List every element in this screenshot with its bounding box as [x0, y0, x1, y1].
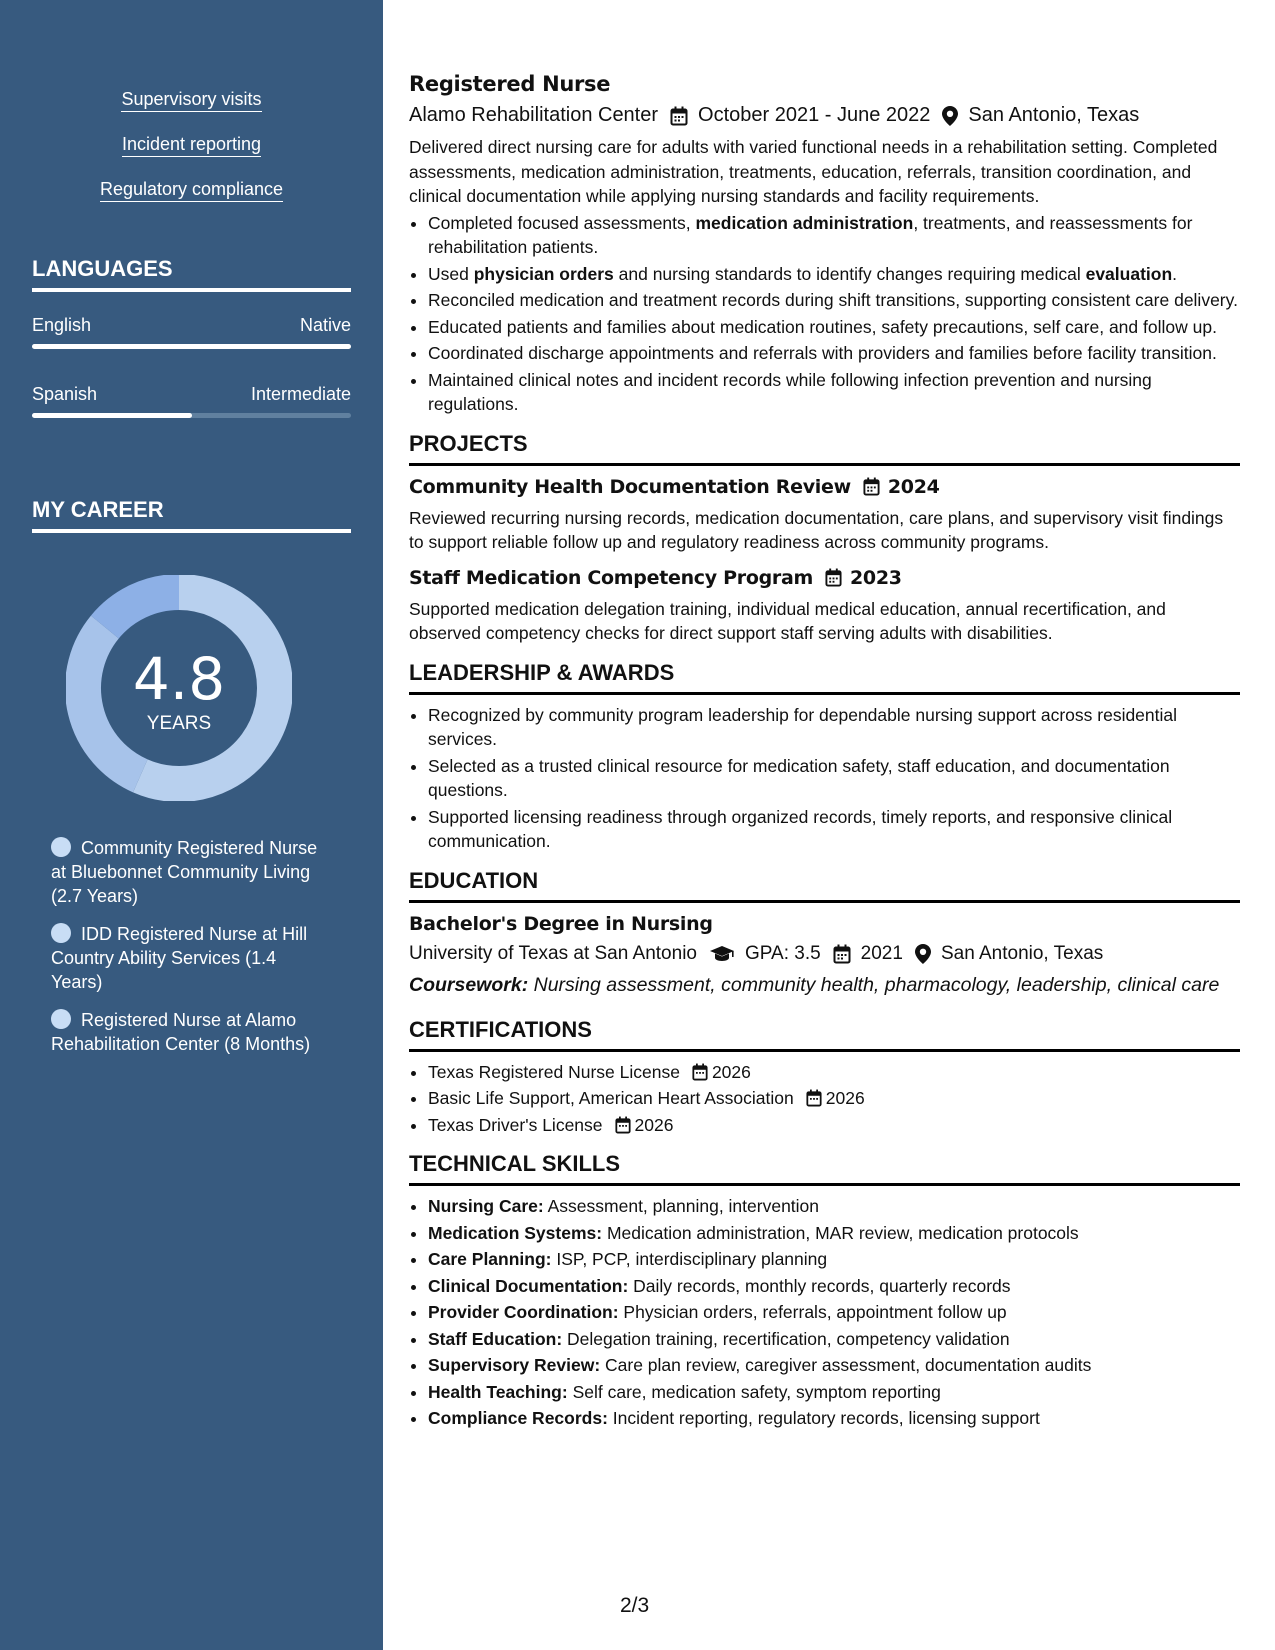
language-bar-fill: [32, 413, 192, 418]
technical-skills-list: [409, 1194, 1240, 1431]
list-item: • Nursing Care: Assessment, planning, intervention: [428, 1194, 1240, 1219]
calendar-icon: [806, 1089, 822, 1107]
list-item: • Coordinated discharge appointments and referrals with providers and families before facility transition.: [428, 341, 1240, 366]
job-title: Registered Nurse: [409, 72, 611, 96]
career-legend-item: Community Registered Nurse at Bluebonnet Community Living (2.7 Years): [51, 838, 318, 906]
list-item: • Completed focused assessments, medication administration, treatments, and reassessments for rehabilitation patients.: [428, 211, 1240, 260]
career-title: MY CAREER: [32, 497, 351, 533]
job-bullets: [409, 211, 1240, 417]
school-name: University of Texas at San Antonio: [409, 942, 697, 964]
list-item: • Clinical Documentation: Daily records, monthly records, quarterly records: [428, 1274, 1240, 1299]
project-name: Staff Medication Competency Program: [409, 566, 813, 589]
language-bar-fill: [32, 344, 351, 349]
gpa: GPA: 3.5: [744, 942, 821, 964]
main-content: [409, 72, 1240, 1433]
project-year: 2024: [887, 475, 940, 498]
job-summary: Delivered direct nursing care for adults with varied functional needs in a rehabilitation setting. Completed assessments, medication administration, treatments, education, referrals, transition coordination, and clinical documentation while applying nursing standards and facility requirements.: [409, 137, 1218, 206]
location-pin-icon: [915, 944, 931, 964]
coursework: Coursework: Nursing assessment, community health, pharmacology, leadership, clinical care: [409, 973, 1220, 996]
list-item: • Health Teaching: Self care, medication safety, symptom reporting: [428, 1380, 1240, 1405]
list-item: • Recognized by community program leadership for dependable nursing support across residential services.: [428, 703, 1240, 752]
legend-dot: [51, 1009, 71, 1029]
job-dates: October 2021 - June 2022: [698, 104, 931, 126]
language-row: [32, 315, 351, 336]
project-description: Reviewed recurring nursing records, medication documentation, care plans, and supervisory visit findings to support reliable follow up and regulatory readiness across community programs.: [409, 507, 1224, 552]
list-item: • Medication Systems: Medication administration, MAR review, medication protocols: [428, 1221, 1240, 1246]
legend-dot: [51, 923, 71, 943]
project-name: Community Health Documentation Review: [409, 475, 851, 498]
location-pin-icon: [942, 106, 958, 126]
list-item: • Supervisory Review: Care plan review, caregiver assessment, documentation audits: [428, 1353, 1240, 1378]
page-number: 2/3: [620, 1594, 650, 1617]
calendar-icon: [670, 106, 688, 126]
graduation-year: 2021: [860, 942, 903, 964]
language-bar: [32, 413, 351, 418]
list-item: • Compliance Records: Incident reporting, regulatory records, licensing support: [428, 1406, 1240, 1431]
project-description: Supported medication delegation training, individual medical education, annual recertification, and observed competency checks for direct support staff serving adults with disabilities.: [409, 598, 1166, 643]
legend-dot: [51, 837, 71, 857]
languages-title: LANGUAGES: [32, 256, 351, 292]
calendar-icon: [692, 1063, 708, 1081]
language-bar: [32, 344, 351, 349]
calendar-icon: [615, 1116, 631, 1134]
projects-heading: PROJECTS: [409, 431, 1240, 466]
language-level: Native: [299, 315, 351, 335]
education-heading: EDUCATION: [409, 868, 1240, 903]
list-item: • Supported licensing readiness through organized records, timely reports, and responsive clinical communication.: [428, 805, 1240, 854]
list-item: • Educated patients and families about medication routines, safety precautions, self care, and follow up.: [428, 315, 1240, 340]
career-legend-item: Registered Nurse at Alamo Rehabilitation Center (8 Months): [51, 1010, 311, 1054]
language-level: Intermediate: [250, 384, 351, 404]
leadership-list: [409, 703, 1240, 854]
leadership-heading: LEADERSHIP & AWARDS: [409, 660, 1240, 695]
list-item: • Used physician orders and nursing standards to identify changes requiring medical evaluation.: [428, 262, 1240, 287]
skill-item: Supervisory visits: [0, 88, 383, 110]
donut-segment: [83, 627, 140, 776]
list-item: • Basic Life Support, American Heart Association 2026: [428, 1086, 1240, 1111]
calendar-icon: [863, 477, 880, 496]
list-item: • Reconciled medication and treatment records during shift transitions, supporting consistent care delivery.: [428, 288, 1240, 313]
degree-title: Bachelor's Degree in Nursing: [409, 912, 713, 935]
list-item: • Selected as a trusted clinical resource for medication safety, staff education, and documentation questions.: [428, 754, 1240, 803]
school-location: San Antonio, Texas: [940, 942, 1104, 964]
job-company: Alamo Rehabilitation Center: [409, 104, 659, 126]
donut-segment: [105, 592, 179, 627]
project-year: 2023: [850, 566, 902, 589]
education-meta: [409, 943, 1240, 965]
skill-item: Regulatory compliance: [0, 178, 383, 200]
skills-list: [0, 88, 383, 200]
project-header: [409, 567, 1240, 589]
calendar-icon: [833, 944, 851, 964]
career-unit: YEARS: [146, 713, 212, 734]
language-row: [32, 384, 351, 405]
job-meta: [409, 104, 1240, 127]
sidebar: [0, 0, 383, 1650]
list-item: • Maintained clinical notes and incident records while following infection prevention and nursing regulations.: [428, 368, 1240, 417]
certifications-heading: CERTIFICATIONS: [409, 1017, 1240, 1052]
graduation-cap-icon: [709, 945, 735, 963]
language-name: Spanish: [32, 384, 98, 404]
calendar-icon: [825, 568, 842, 587]
career-total: 4.8: [132, 645, 226, 713]
project-header: [409, 476, 1240, 498]
language-name: English: [32, 315, 92, 335]
list-item: • Provider Coordination: Physician orders, referrals, appointment follow up: [428, 1300, 1240, 1325]
list-item: • Texas Registered Nurse License 2026: [428, 1060, 1240, 1085]
list-item: • Staff Education: Delegation training, recertification, competency validation: [428, 1327, 1240, 1352]
career-legend-item: IDD Registered Nurse at Hill Country Ability Services (1.4 Years): [51, 924, 308, 992]
list-item: • Care Planning: ISP, PCP, interdisciplinary planning: [428, 1247, 1240, 1272]
certifications-list: [409, 1060, 1240, 1138]
career-donut-chart: [66, 575, 292, 801]
job-location: San Antonio, Texas: [968, 104, 1140, 126]
list-item: • Texas Driver's License 2026: [428, 1113, 1240, 1138]
skill-item: Incident reporting: [0, 133, 383, 155]
technical-skills-heading: TECHNICAL SKILLS: [409, 1151, 1240, 1186]
